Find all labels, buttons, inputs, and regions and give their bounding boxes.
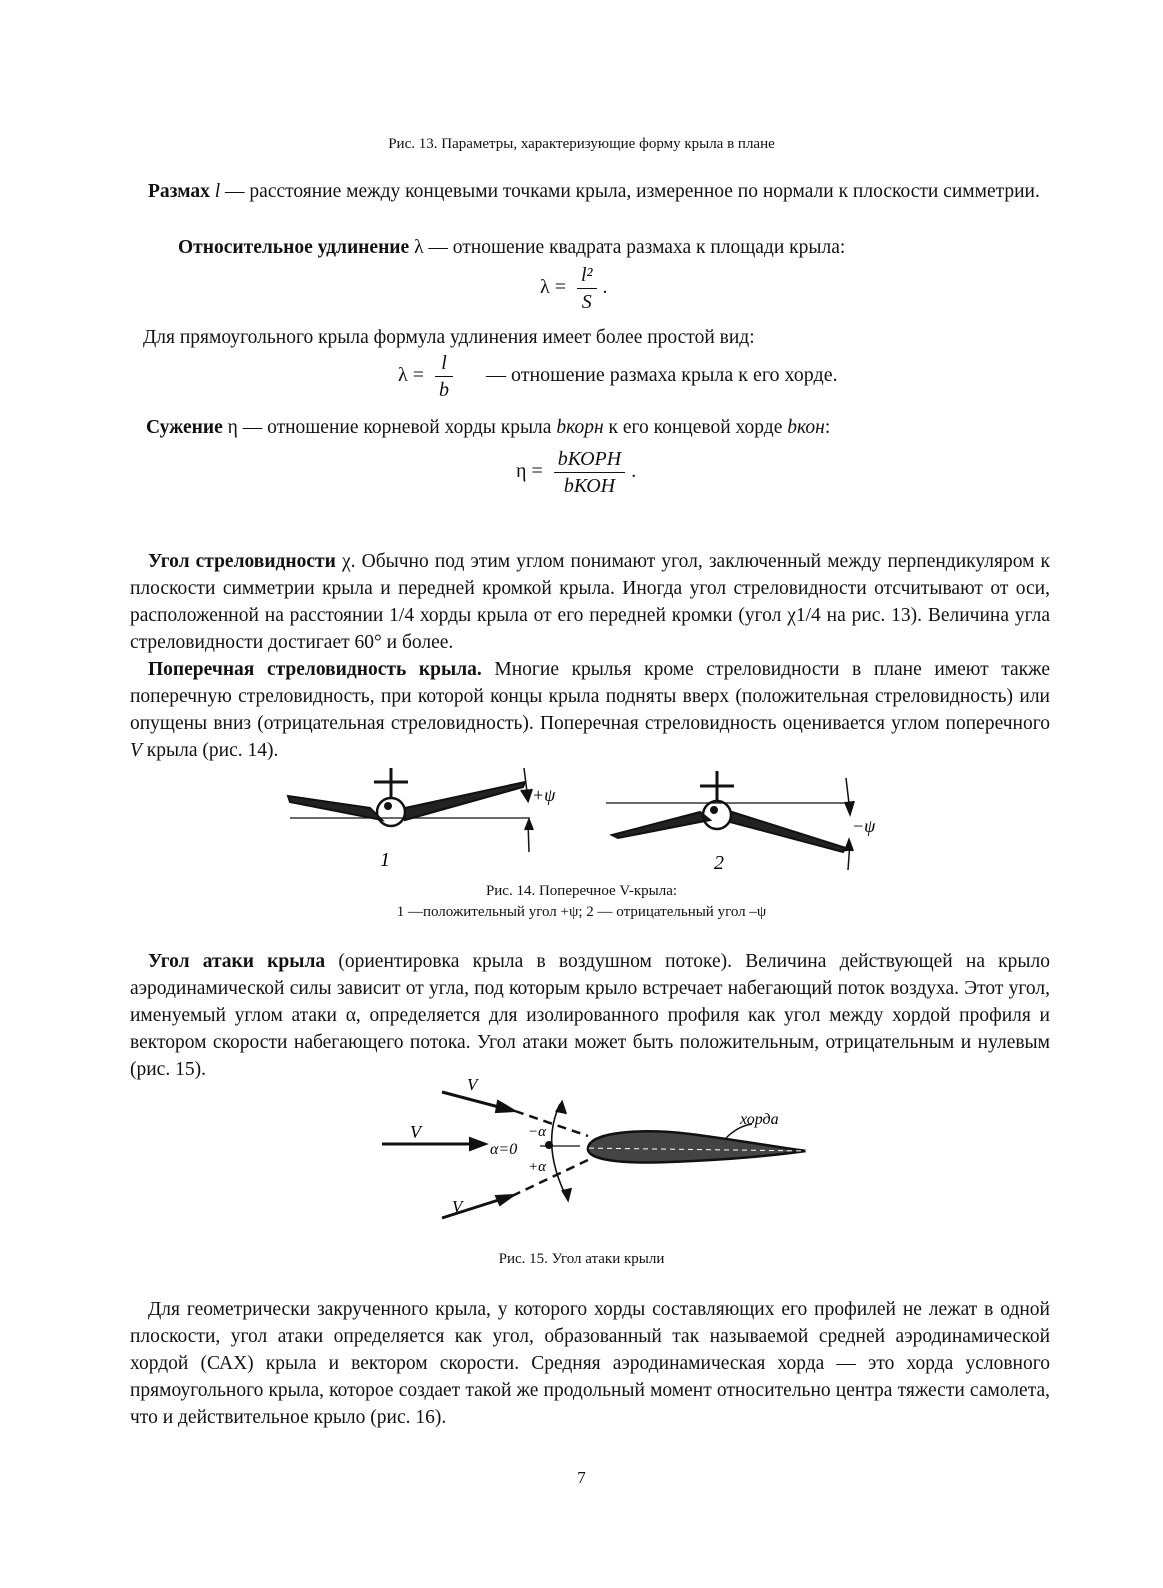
twisted-text: Для геометрически закрученного крыла, у которого хорды составляющих его профилей не лежат в одной плоскости, угол атаки определяется как угол, образованный так называемой средней аэродинамической хордой (САХ) крыла и вектором скорости. Средняя аэродинамическая хорда — это хорда условного прямоугольного крыла, которое создает такой же продольный момент относительно центра тяжести самолета, что и действительное крыло (рис. 16). xyxy=(130,1299,1050,1428)
taper-den: bКОН xyxy=(563,475,616,497)
fig14-caption-line1: Рис. 14. Поперечное V-крыла: xyxy=(485,883,678,899)
dihedral-term: Поперечная стреловидность крыла. xyxy=(148,659,482,680)
fig15-minus-alpha: −α xyxy=(528,1124,546,1140)
fig15-plus-alpha: +α xyxy=(528,1159,546,1175)
aspect-num: l² xyxy=(577,262,597,289)
page-number: 7 xyxy=(577,1468,586,1487)
rect-paragraph: Для прямоугольного крыла формула удлинения имеет более простой вид: xyxy=(143,327,755,348)
taper-text-a: — отношение корневой хорды крыла xyxy=(237,417,557,438)
fig15-v-bot: V xyxy=(452,1197,463,1216)
sweep-term: Угол стреловидности xyxy=(148,551,336,572)
aspect-den: S xyxy=(581,291,592,313)
aspect-symbol: λ xyxy=(414,237,424,258)
aoa-text: (ориентировка крыла в воздушном потоке). Величина действующей на крыло аэродинамической силы зависит от угла, под которым крыло встречает набегающий поток воздуха. Этот угол, именуемый углом атаки α, определяется для изолированного профиля как угол между хордой профиля и вектором скорости набегающего потока. Угол атаки может быть положительным, отрицательным и нулевым (рис. 15). xyxy=(130,951,1050,1080)
rect-formula-lhs: λ = xyxy=(398,364,424,387)
span-symbol: l xyxy=(214,181,221,202)
twisted-paragraph xyxy=(130,1296,1050,1431)
span-term: Размах xyxy=(148,181,210,202)
taper-bkon: bкон xyxy=(787,417,825,438)
taper-term: Сужение xyxy=(146,417,223,438)
fig14-minus-psi: −ψ xyxy=(852,816,876,836)
aspect-text: — отношение квадрата размаха к площади крыла: xyxy=(423,237,846,258)
dihedral-v: V xyxy=(130,740,142,761)
fig13-caption: Рис. 13. Параметры, характеризующие форму крыла в плане xyxy=(388,136,775,152)
span-text: — расстояние между концевыми точками крыла, измеренное по нормали к плоскости симметрии. xyxy=(220,181,1040,202)
fig15-alpha-zero: α=0 xyxy=(490,1141,518,1158)
sweep-symbol: χ xyxy=(341,551,351,572)
rect-den: b xyxy=(438,379,449,401)
sweep-text: . Обычно под этим углом понимают угол, заключенный между перпендикуляром к плоскости симметрии крыла и передней кромкой крыла. Иногда угол стреловидности отсчитывают от оси, расположенной на расстоянии 1/4 хорды крыла от его передней кромки (угол χ1/4 на рис. 13). Величина угла стреловидности достигает 60° и более. xyxy=(130,551,1051,653)
taper-num: bКОРН xyxy=(554,446,625,473)
fig14-plus-psi: +ψ xyxy=(532,785,556,805)
fig15-v-top: V xyxy=(467,1075,478,1094)
aspect-formula-lhs: λ = xyxy=(540,276,566,299)
fig15-caption: Рис. 15. Угол атаки крыли xyxy=(498,1251,665,1267)
fig14-label-1: 1 xyxy=(380,849,390,871)
aspect-term: Относительное удлинение xyxy=(178,237,410,258)
aspect-formula-end: . xyxy=(602,276,608,299)
taper-text-b: к его концевой хорде xyxy=(603,417,788,438)
taper-formula-lhs: η = xyxy=(516,460,543,483)
dihedral-text-end: крыла (рис. 14). xyxy=(141,740,279,761)
taper-symbol: η xyxy=(227,417,238,438)
aoa-term: Угол атаки крыла xyxy=(148,951,326,972)
rect-formula-desc: — отношение размаха крыла к его хорде. xyxy=(485,364,838,387)
fig14-label-2: 2 xyxy=(714,852,724,874)
fig15-v-mid: V xyxy=(410,1122,421,1142)
dihedral-text: Многие крылья кроме стреловидности в плане имеют также поперечную стреловидность, при которой концы крыла подняты вверх (положительная стреловидность) или опущены вниз (отрицательная стреловидность). Поперечная стреловидность оценивается углом поперечного xyxy=(130,659,1050,734)
taper-bkorn: bкорн xyxy=(556,417,604,438)
taper-formula-end: . xyxy=(631,460,637,483)
fig14-caption-line2: 1 —положительный угол +ψ; 2 — отрицательный угол –ψ xyxy=(396,904,767,920)
rect-num: l xyxy=(435,350,453,377)
taper-text-c: : xyxy=(824,417,831,438)
fig15-chord-label: хорда xyxy=(740,1111,779,1128)
